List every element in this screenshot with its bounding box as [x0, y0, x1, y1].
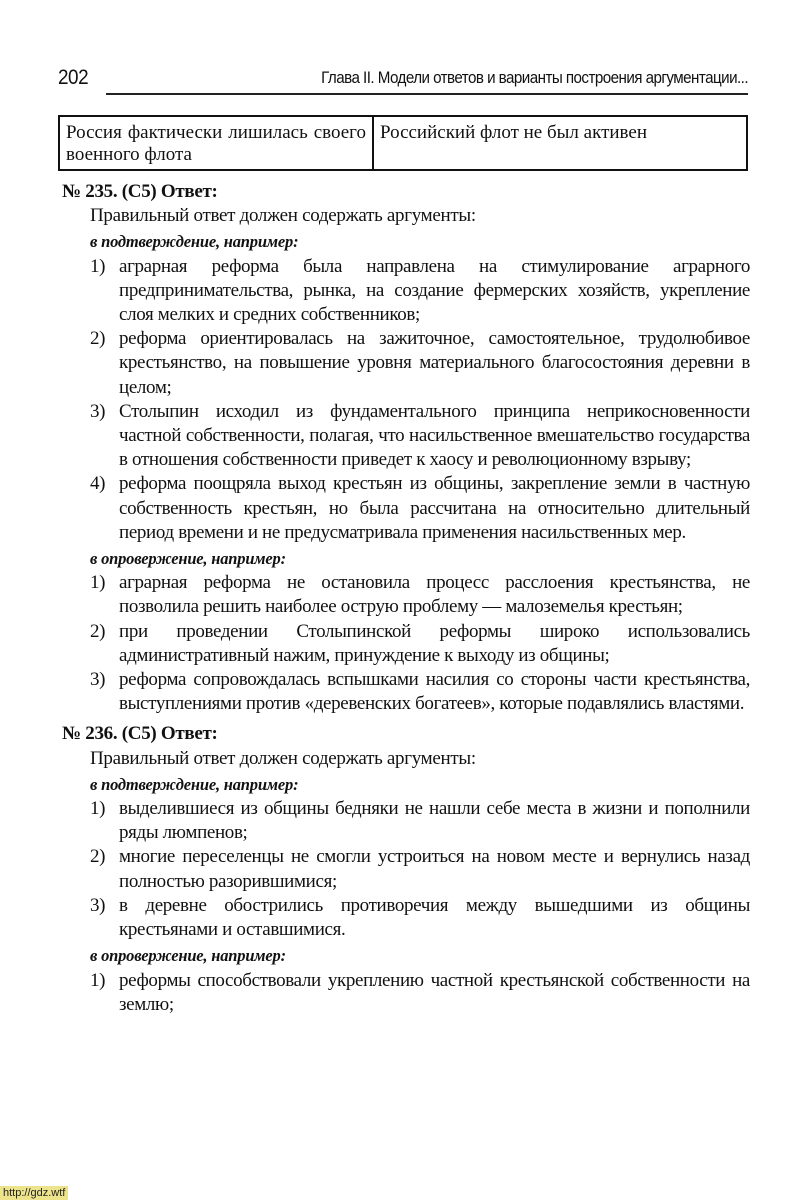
list-item [62, 472, 750, 545]
lead-text: Правильный ответ должен содержать аргументы: [90, 747, 476, 769]
item-text: реформа ориентировалась на зажиточное, самостоятельное, трудолюбивое крестьянство, на повышение уровня материального благосостояния деревни в целом; [119, 328, 750, 398]
item-number: 4) [90, 473, 106, 495]
item-number: 1) [90, 572, 106, 594]
list-item [62, 400, 750, 473]
lead-text: Правильный ответ должен содержать аргументы: [90, 205, 476, 227]
group-label-support: в подтверждение, например: [90, 232, 299, 252]
item-text: многие переселенцы не смогли устроиться на новом месте и вернулись назад полностью разорившимися; [119, 846, 750, 892]
running-title: Глава II. Модели ответов и варианты построения аргументации... [321, 69, 748, 87]
group-label-refute: в опровержение, например: [90, 549, 286, 569]
header-rule [106, 93, 748, 95]
page-header [58, 66, 748, 96]
support-list [62, 797, 750, 942]
item-text: выделившиеся из общины бедняки не нашли себе места в жизни и пополнили ряды люмпенов; [119, 798, 750, 844]
item-number: 2) [90, 846, 106, 868]
page-number: 202 [58, 66, 89, 89]
item-text: в деревне обострились противоречия между вышедшими из общины крестьянами и оставшимися. [119, 894, 750, 941]
item-number: 2) [90, 328, 106, 350]
table-cell-left: Россия фактически лишилась своего военного флота [59, 116, 373, 170]
item-text: реформы способствовали укреплению частной крестьянской собственности на землю; [119, 969, 750, 1015]
item-number: 1) [90, 798, 106, 820]
list-item [62, 668, 750, 716]
list-item [62, 620, 750, 668]
group-label-support: в подтверждение, например: [90, 774, 299, 794]
item-text: Столыпин исходил из фундаментального принципа неприкосновенности частной собственности, полагая, что насильственное вмешательство государства в отношения собственности приведет к хаосу и революционному взрыву; [119, 400, 750, 471]
item-text: аграрная реформа была направлена на стимулирование аграрного предпринимательства, рынка, на создание фермерских хозяйств, укрепление слоя мелких и средних собственников; [119, 255, 750, 326]
item-text: при проведении Столыпинской реформы широко использовались административный нажим, принуждение к выходу из общины; [119, 620, 750, 666]
support-list [62, 255, 750, 545]
list-item [62, 255, 750, 328]
list-item [62, 571, 750, 619]
refute-list [62, 969, 750, 1017]
table-row [59, 116, 747, 170]
list-item [62, 894, 750, 942]
item-text: реформа поощряла выход крестьян из общины, закрепление земли в частную собственность крестьян, но была рассчитана на относительно длительный период времени и не предусматривала применения насильственных мер. [119, 473, 750, 543]
comparison-table [58, 115, 748, 171]
item-text: аграрная реформа не остановила процесс расслоения крестьянства, не позволила решить наиболее острую проблему — малоземелья крестьян; [119, 572, 750, 618]
item-number: 1) [90, 969, 106, 991]
answers [62, 180, 750, 1017]
refute-list [62, 571, 750, 716]
watermark-link[interactable]: http://gdz.wtf [0, 1186, 68, 1200]
answer-235 [62, 180, 750, 716]
list-item [62, 969, 750, 1017]
item-number: 3) [90, 400, 106, 422]
item-number: 3) [90, 669, 106, 691]
list-item [62, 797, 750, 845]
group-label-refute: в опровержение, например: [90, 946, 286, 966]
question-title: № 235. (С5) Ответ: [62, 181, 218, 202]
question-title: № 236. (С5) Ответ: [62, 723, 218, 745]
item-number: 2) [90, 620, 106, 642]
list-item [62, 327, 750, 400]
table-cell-right: Российский флот не был активен [373, 116, 747, 170]
item-text: реформа сопровождалась вспышками насилия со стороны части крестьянства, выступлениями против «деревенских богатеев», которые подавлялись властями. [119, 669, 750, 715]
item-number: 1) [90, 255, 106, 277]
item-number: 3) [90, 894, 106, 916]
answer-236 [62, 722, 750, 1016]
list-item [62, 845, 750, 893]
